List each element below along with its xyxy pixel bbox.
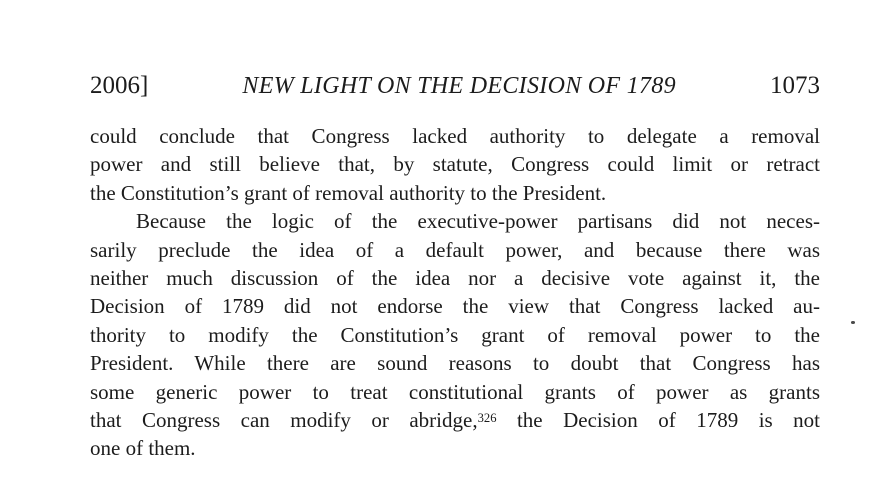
footnote-reference-326: 326 xyxy=(477,411,497,426)
paragraph-2 xyxy=(90,207,820,463)
text-line-with-footnote xyxy=(90,406,820,434)
text-line: could conclude that Congress lacked authority to delegate a removal xyxy=(90,124,820,148)
text-line: Because the logic of the executive-power partisans did not neces- xyxy=(136,209,820,234)
paragraph-1 xyxy=(90,122,820,207)
text-before-footnote: that Congress can modify or abridge, xyxy=(90,408,478,433)
text-line: the Constitution’s grant of removal authority to the President. xyxy=(90,180,607,205)
text-line: Decision of 1789 did not endorse the view that Congress lacked au- xyxy=(90,294,820,319)
text-line: power and still believe that, by statute, Congress could limit or retract xyxy=(90,152,820,177)
text-line: sarily preclude the idea of a default power, and because there was xyxy=(90,237,820,262)
scan-speck xyxy=(851,321,855,324)
text-line: President. While there are sound reasons to doubt that Congress has xyxy=(90,351,820,376)
text-line: some generic power to treat constitutional grants of power as grants xyxy=(90,379,820,404)
text-line: neither much discussion of the idea nor a decisive vote against it, the xyxy=(90,266,820,291)
header-year-bracket: 2006] xyxy=(90,72,149,99)
text-after-footnote: the Decision of 1789 is not xyxy=(516,408,821,433)
text-line: thority to modify the Constitution’s grant of removal power to the xyxy=(90,322,820,347)
header-page-number: 1073 xyxy=(770,72,820,99)
text-line: one of them. xyxy=(90,436,196,461)
header-running-title: NEW LIGHT ON THE DECISION OF 1789 xyxy=(242,73,676,99)
running-header xyxy=(90,72,820,100)
body-text-block xyxy=(90,122,820,463)
